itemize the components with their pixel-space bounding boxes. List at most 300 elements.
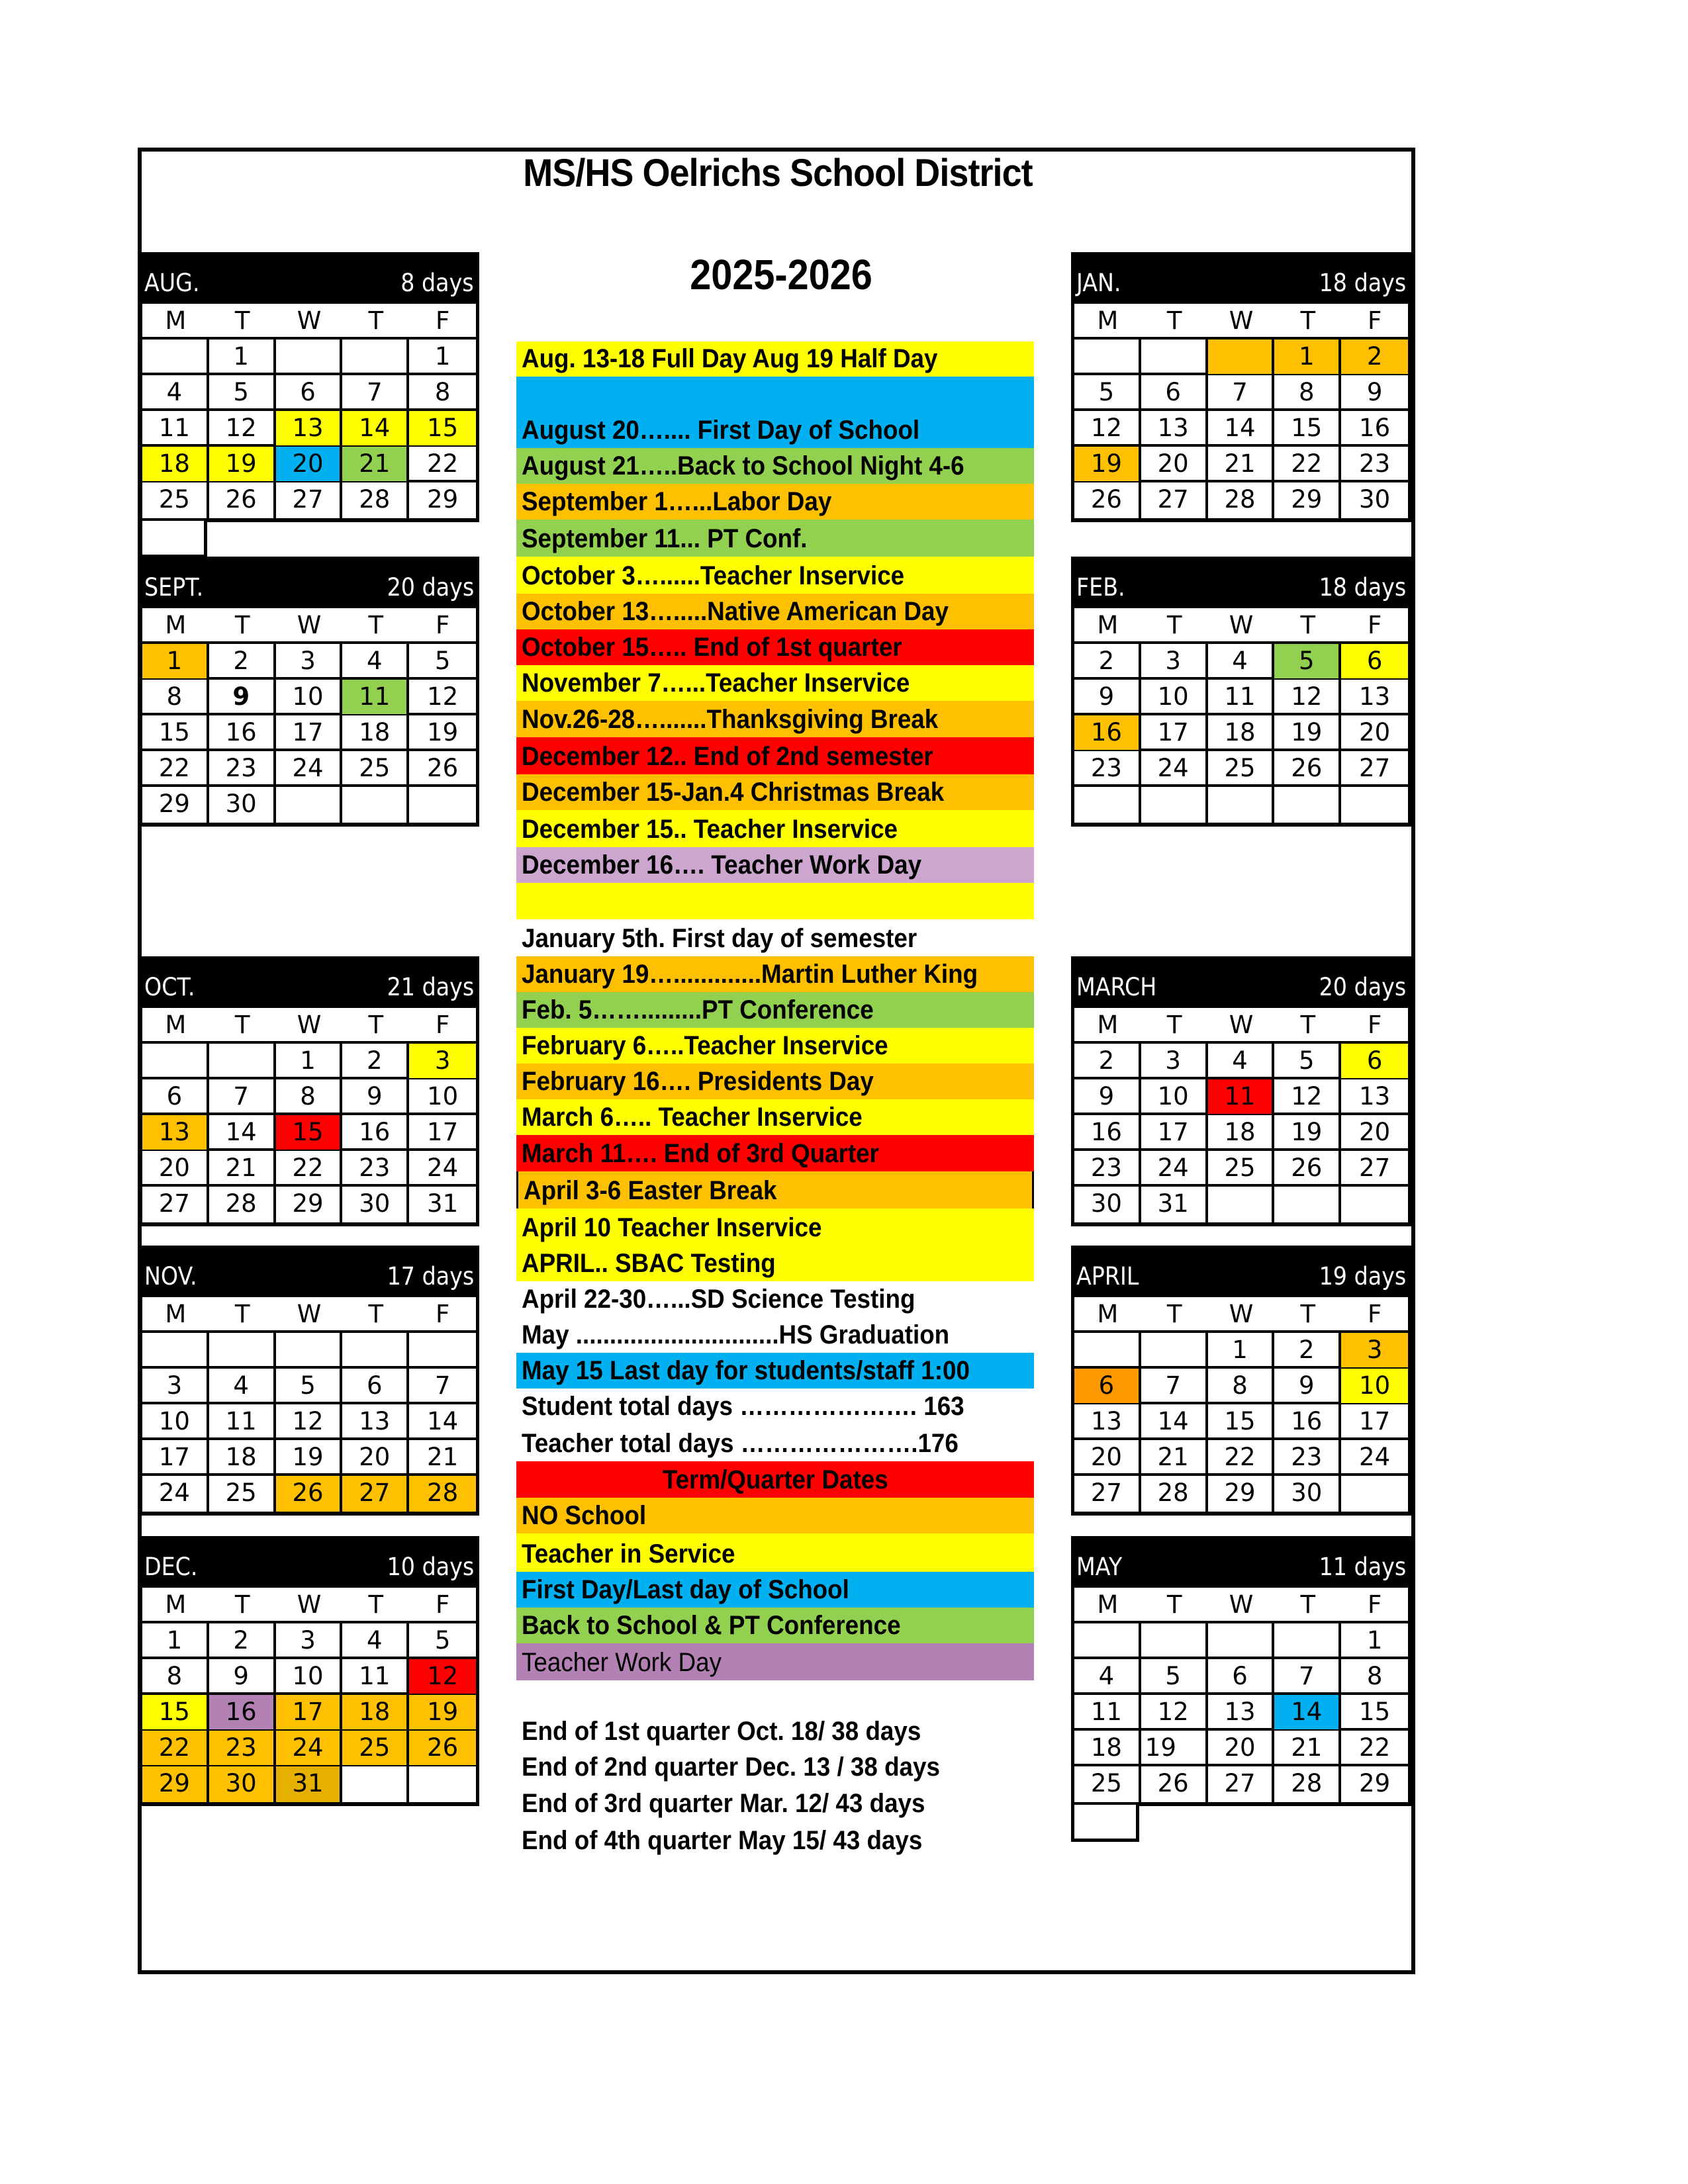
day-cell: 18: [342, 1695, 409, 1729]
day-cell: 23: [1074, 1151, 1141, 1185]
day-cell: 1: [142, 1623, 209, 1658]
event-row: [516, 629, 1034, 665]
week-row: [1074, 1404, 1408, 1440]
day-cell: 26: [209, 482, 276, 518]
day-cell: 10: [1141, 1079, 1208, 1114]
weekday-header-row: [1074, 1588, 1408, 1623]
day-cell: 9: [209, 680, 276, 714]
day-cell: 29: [142, 787, 209, 823]
event-row: [516, 557, 1034, 594]
day-cell: 25: [1208, 751, 1275, 786]
day-cell: 18: [342, 715, 409, 750]
day-cell: 5: [1274, 644, 1341, 678]
day-cell: [342, 787, 409, 823]
day-cell: 3: [409, 1044, 476, 1078]
day-cell: 9: [342, 1079, 409, 1114]
day-cell: 14: [209, 1115, 276, 1150]
day-cell: 22: [1274, 447, 1341, 481]
day-cell: 12: [1274, 680, 1341, 714]
month-day-count: 20 days: [1319, 973, 1406, 1001]
event-label: April 22-30…...SD Science Testing: [522, 1285, 915, 1314]
day-cell: 21: [342, 447, 409, 481]
month-calendar-april: [1071, 1246, 1411, 1516]
day-cell: 24: [427, 1154, 459, 1182]
weekday-label: M: [165, 611, 187, 639]
day-cell: 31: [1141, 1187, 1208, 1222]
day-cell: 25: [209, 1476, 276, 1512]
day-cell: 26: [1074, 482, 1141, 518]
day-cell: 13: [276, 411, 343, 445]
day-cell: [1274, 1187, 1341, 1222]
day-cell: 21: [1208, 447, 1275, 481]
quarter-summary-text: End of 2nd quarter Dec. 13 / 38 days: [522, 1752, 940, 1782]
day-cell: 20: [276, 447, 343, 481]
day-cell: 12: [209, 411, 276, 445]
week-row: [1074, 1440, 1408, 1476]
week-row: [142, 751, 476, 787]
day-cell: 22: [427, 449, 459, 478]
day-cell: 28: [1141, 1476, 1208, 1512]
weekday-label: M: [1097, 1300, 1119, 1328]
event-row: [516, 1608, 1034, 1643]
month-header: [1071, 1246, 1411, 1297]
day-cell: 14: [1208, 411, 1275, 445]
month-grid: [139, 608, 479, 827]
event-label: November 7…...Teacher Inservice: [522, 668, 910, 698]
empty-day-cell: [1071, 1805, 1139, 1842]
day-cell: 1: [209, 340, 276, 374]
event-label: August 20….... First Day of School: [522, 416, 920, 445]
month-calendar-oct: [139, 956, 479, 1226]
month-day-count: 19 days: [1319, 1262, 1406, 1291]
event-row: [516, 774, 1034, 810]
week-row: [142, 482, 476, 518]
weekday-label: T: [368, 1590, 384, 1619]
week-row: [1074, 482, 1408, 518]
month-name: DEC.: [144, 1553, 198, 1581]
week-row: [142, 1766, 476, 1802]
weekday-label: W: [1229, 1011, 1254, 1039]
day-cell: [209, 1044, 276, 1078]
day-cell: 17: [1359, 1407, 1391, 1435]
event-label: January 5th. First day of semester: [522, 924, 917, 953]
event-row: [516, 1171, 1034, 1208]
day-cell: 5: [276, 1369, 343, 1403]
page-title: MS/HS Oelrichs School District: [523, 152, 1033, 195]
week-row: [1074, 1731, 1408, 1766]
day-cell: [142, 340, 209, 374]
month-name: SEPT.: [144, 573, 204, 602]
day-cell: 18: [1074, 1731, 1141, 1765]
week-row: [142, 447, 476, 482]
event-label: Nov.26-28….......Thanksgiving Break: [522, 705, 939, 734]
day-cell: [409, 787, 476, 823]
month-calendar-feb: [1071, 557, 1411, 827]
weekday-label: W: [297, 306, 322, 335]
day-cell: 26: [276, 1476, 343, 1512]
day-cell: [342, 340, 409, 374]
day-cell: 10: [276, 1659, 343, 1694]
weekday-label: F: [1367, 1590, 1382, 1619]
event-row: [516, 847, 1034, 883]
week-row: [1074, 340, 1408, 375]
day-cell: 4: [1208, 1044, 1275, 1078]
month-calendar-jan: [1071, 252, 1411, 522]
event-label: Aug. 13-18 Full Day Aug 19 Half Day: [522, 344, 938, 373]
month-calendar-sept: [139, 557, 479, 827]
week-row: [142, 1369, 476, 1404]
day-cell: 9: [1074, 1079, 1141, 1114]
day-cell: 8: [142, 680, 209, 714]
event-row: [516, 484, 1034, 520]
day-cell: 10: [1341, 1369, 1408, 1403]
day-cell: 30: [342, 1187, 409, 1222]
day-cell: 7: [1274, 1659, 1341, 1694]
day-cell: 17: [1141, 1115, 1208, 1150]
day-cell: 29: [427, 485, 459, 514]
event-row: [516, 1498, 1034, 1533]
event-row: [516, 1208, 1034, 1246]
day-cell: [276, 340, 343, 374]
weekday-label: F: [1367, 306, 1382, 335]
week-row: [142, 1440, 476, 1476]
day-cell: 24: [1359, 1443, 1391, 1471]
event-label: Teacher in Service: [522, 1539, 735, 1569]
empty-day-cell: [139, 521, 207, 558]
day-cell: 30: [1074, 1187, 1141, 1222]
week-row: [1074, 375, 1408, 411]
event-label: January 19….............Martin Luther King: [522, 960, 978, 989]
day-cell: 16: [1074, 715, 1141, 750]
day-cell: 16: [1359, 414, 1391, 442]
weekday-header-row: [142, 304, 476, 340]
weekday-label: T: [1166, 1590, 1182, 1619]
day-cell: 2: [1274, 1333, 1341, 1367]
month-header: [1071, 252, 1411, 304]
day-cell: [1341, 1187, 1408, 1222]
day-cell: 16: [1074, 1115, 1141, 1150]
day-cell: 4: [342, 1623, 409, 1658]
day-cell: 14: [1274, 1695, 1341, 1729]
day-cell: 3: [1341, 1333, 1408, 1367]
quarter-summary-text: End of 3rd quarter Mar. 12/ 43 days: [522, 1789, 925, 1818]
day-cell: 2: [1074, 644, 1141, 678]
day-cell: 20: [342, 1440, 409, 1475]
day-cell: [1074, 787, 1141, 823]
event-label: September 11... PT Conf.: [522, 524, 808, 553]
weekday-label: M: [165, 1590, 187, 1619]
week-row: [142, 787, 476, 823]
day-cell: 26: [1141, 1766, 1208, 1802]
weekday-label: T: [1300, 1011, 1316, 1039]
month-grid: [1071, 1588, 1411, 1806]
day-cell: 8: [1274, 375, 1341, 410]
day-cell: 28: [409, 1476, 476, 1512]
event-row: [516, 1028, 1034, 1064]
weekday-label: F: [435, 1011, 450, 1039]
day-cell: 1: [434, 342, 451, 371]
weekday-label: F: [1367, 1011, 1382, 1039]
day-cell: [1208, 340, 1275, 374]
week-row: [142, 1404, 476, 1440]
event-row: [516, 810, 1034, 847]
event-row: [516, 1643, 1034, 1680]
day-cell: 18: [142, 447, 209, 481]
weekday-label: T: [1166, 306, 1182, 335]
event-row: [516, 1424, 1034, 1461]
weekday-label: F: [435, 1300, 450, 1328]
weekday-label: T: [1166, 611, 1182, 639]
day-cell: [1341, 1476, 1408, 1512]
weekday-label: M: [165, 1300, 187, 1328]
month-day-count: 11 days: [1319, 1553, 1406, 1581]
weekday-label: T: [1300, 611, 1316, 639]
day-cell: 7: [1208, 375, 1275, 410]
event-row: [516, 448, 1034, 484]
day-cell: 9: [209, 1659, 276, 1694]
week-row: [142, 1187, 476, 1222]
month-day-count: 21 days: [387, 973, 474, 1001]
weekday-label: W: [1229, 1300, 1254, 1328]
day-cell: 24: [276, 1731, 343, 1765]
month-day-count: 20 days: [387, 573, 474, 602]
day-cell: 13: [1074, 1404, 1141, 1439]
day-cell: 22: [1208, 1440, 1275, 1475]
day-cell: 18: [209, 1440, 276, 1475]
week-row: [1074, 1115, 1408, 1151]
day-cell: 13: [1141, 411, 1208, 445]
month-name: APRIL: [1076, 1262, 1139, 1291]
month-header: [139, 252, 479, 304]
day-cell: 4: [209, 1369, 276, 1403]
day-cell: 16: [209, 1695, 276, 1729]
weekday-header-row: [1074, 608, 1408, 644]
week-row: [142, 411, 476, 447]
day-cell: 10: [1141, 680, 1208, 714]
weekday-label: T: [1300, 1590, 1316, 1619]
day-cell: 1: [142, 644, 209, 678]
weekday-label: W: [297, 1590, 322, 1619]
weekday-label: T: [1166, 1300, 1182, 1328]
day-cell: 27: [276, 482, 343, 518]
event-row: [516, 701, 1034, 737]
day-cell: 5: [1141, 1659, 1208, 1694]
weekday-label: F: [435, 306, 450, 335]
weekday-label: T: [234, 306, 250, 335]
event-row: [516, 956, 1034, 992]
day-cell: 8: [434, 378, 451, 406]
day-cell: 1: [1274, 340, 1341, 374]
week-row: [142, 1695, 476, 1731]
day-cell: 15: [1274, 411, 1341, 445]
day-cell: 29: [1359, 1769, 1391, 1797]
event-label: May 15 Last day for students/staff 1:00: [522, 1356, 970, 1385]
week-row: [142, 1476, 476, 1512]
quarter-summary-line: [522, 1717, 956, 1747]
weekday-header-row: [142, 1588, 476, 1623]
week-row: [142, 340, 476, 375]
day-cell: 30: [1274, 1476, 1341, 1512]
day-cell: 31: [427, 1189, 459, 1218]
day-cell: 29: [1274, 482, 1341, 518]
day-cell: 6: [1208, 1659, 1275, 1694]
day-cell: 27: [1359, 1154, 1391, 1182]
month-header: [139, 557, 479, 608]
day-cell: 23: [1274, 1440, 1341, 1475]
day-cell: 15: [1208, 1404, 1275, 1439]
weekday-label: F: [435, 1590, 450, 1619]
week-row: [142, 1659, 476, 1695]
event-label: Feb. 5…….........PT Conference: [522, 995, 874, 1024]
event-row: [516, 1246, 1034, 1281]
weekday-label: M: [165, 306, 187, 335]
day-cell: 14: [342, 411, 409, 445]
weekday-label: T: [368, 1011, 384, 1039]
month-day-count: 10 days: [387, 1553, 474, 1581]
week-row: [142, 715, 476, 751]
day-cell: 19: [276, 1440, 343, 1475]
day-cell: 10: [427, 1082, 459, 1111]
day-cell: 12: [276, 1404, 343, 1439]
weekday-label: T: [368, 1300, 384, 1328]
month-grid: [139, 1588, 479, 1806]
event-label: December 12.. End of 2nd semester: [522, 742, 933, 771]
event-label: September 1…...Labor Day: [522, 487, 832, 516]
day-cell: 5: [1274, 1044, 1341, 1078]
day-cell: 17: [276, 1695, 343, 1729]
day-cell: 11: [342, 1659, 409, 1694]
quarter-summary-line: [522, 1826, 957, 1856]
day-cell: 30: [1359, 485, 1391, 514]
day-cell: 2: [342, 1044, 409, 1078]
day-cell: 18: [1208, 1115, 1275, 1150]
day-cell: 23: [342, 1151, 409, 1185]
event-label: April 3-6 Easter Break: [524, 1176, 777, 1205]
day-cell: 27: [1141, 482, 1208, 518]
day-cell: [1208, 1623, 1275, 1658]
day-cell: [1341, 787, 1408, 823]
day-cell: 28: [1274, 1766, 1341, 1802]
day-cell: 27: [342, 1476, 409, 1512]
event-row: [516, 1533, 1034, 1572]
week-row: [1074, 1079, 1408, 1115]
day-cell: 25: [342, 1731, 409, 1765]
week-row: [1074, 1369, 1408, 1404]
day-cell: [276, 1333, 343, 1366]
day-cell: 4: [1074, 1659, 1141, 1694]
day-cell: 19: [1274, 715, 1341, 750]
event-row: [516, 1099, 1034, 1135]
event-label: First Day/Last day of School: [522, 1575, 849, 1604]
event-label: May ..............................HS Graduation: [522, 1320, 950, 1349]
day-cell: [1141, 787, 1208, 823]
event-label: Back to School & PT Conference: [522, 1611, 901, 1640]
month-header: [1071, 956, 1411, 1008]
day-cell: 8: [1208, 1369, 1275, 1403]
day-cell: 4: [1208, 644, 1275, 678]
day-cell: 26: [1274, 1151, 1341, 1185]
day-cell: [409, 1333, 476, 1366]
quarter-summary-text: End of 4th quarter May 15/ 43 days: [522, 1826, 923, 1855]
day-cell: 17: [276, 715, 343, 750]
day-cell: 13: [342, 1404, 409, 1439]
month-calendar-aug: [139, 252, 479, 522]
day-cell: 9: [1274, 1369, 1341, 1403]
month-name: JAN.: [1076, 269, 1121, 297]
month-name: FEB.: [1076, 573, 1125, 602]
weekday-header-row: [142, 1297, 476, 1333]
day-cell: 6: [1341, 644, 1408, 678]
week-row: [1074, 680, 1408, 715]
day-cell: [209, 1333, 276, 1366]
event-label: Teacher Work Day: [522, 1648, 722, 1677]
day-cell: 1: [276, 1044, 343, 1078]
month-calendar-march: [1071, 956, 1411, 1226]
event-row: [516, 665, 1034, 701]
weekday-label: T: [234, 611, 250, 639]
day-cell: 15: [142, 715, 209, 750]
day-cell: 19: [1141, 1731, 1208, 1765]
week-row: [142, 1731, 476, 1766]
day-cell: 1: [1366, 1626, 1383, 1655]
day-cell: [342, 1766, 409, 1802]
day-cell: 3: [1141, 644, 1208, 678]
day-cell: 13: [142, 1115, 209, 1150]
day-cell: [1274, 1623, 1341, 1658]
day-cell: 27: [142, 1187, 209, 1222]
event-label: October 3…......Teacher Inservice: [522, 561, 905, 590]
event-label: Student total days …………………. 163: [522, 1392, 964, 1421]
month-name: OCT.: [144, 973, 195, 1001]
day-cell: 14: [427, 1407, 459, 1435]
weekday-header-row: [1074, 1008, 1408, 1044]
day-cell: 25: [1074, 1766, 1141, 1802]
month-grid: [1071, 608, 1411, 827]
weekday-header-row: [1074, 304, 1408, 340]
week-row: [1074, 447, 1408, 482]
day-cell: 12: [1274, 1079, 1341, 1114]
event-row: [516, 594, 1034, 629]
event-label: February 16…. Presidents Day: [522, 1067, 874, 1096]
day-cell: 15: [409, 411, 476, 445]
weekday-label: M: [165, 1011, 187, 1039]
day-cell: 10: [276, 680, 343, 714]
month-calendar-dec: [139, 1536, 479, 1806]
day-cell: 12: [1141, 1695, 1208, 1729]
day-cell: 17: [427, 1118, 459, 1146]
weekday-label: M: [1097, 611, 1119, 639]
month-header: [139, 1536, 479, 1588]
day-cell: 6: [142, 1079, 209, 1114]
day-cell: 28: [342, 482, 409, 518]
day-cell: 21: [1141, 1440, 1208, 1475]
day-cell: 7: [209, 1079, 276, 1114]
day-cell: 19: [427, 718, 459, 747]
event-row: [516, 341, 1034, 377]
week-row: [142, 1044, 476, 1079]
day-cell: 11: [1074, 1695, 1141, 1729]
day-cell: 5: [434, 647, 451, 675]
day-cell: 19: [209, 447, 276, 481]
day-cell: 6: [342, 1369, 409, 1403]
week-row: [1074, 411, 1408, 447]
month-header: [139, 1246, 479, 1297]
weekday-label: F: [1367, 1300, 1382, 1328]
day-cell: 6: [1074, 1369, 1141, 1403]
day-cell: 8: [142, 1659, 209, 1694]
day-cell: 11: [142, 411, 209, 445]
day-cell: 20: [142, 1151, 209, 1185]
